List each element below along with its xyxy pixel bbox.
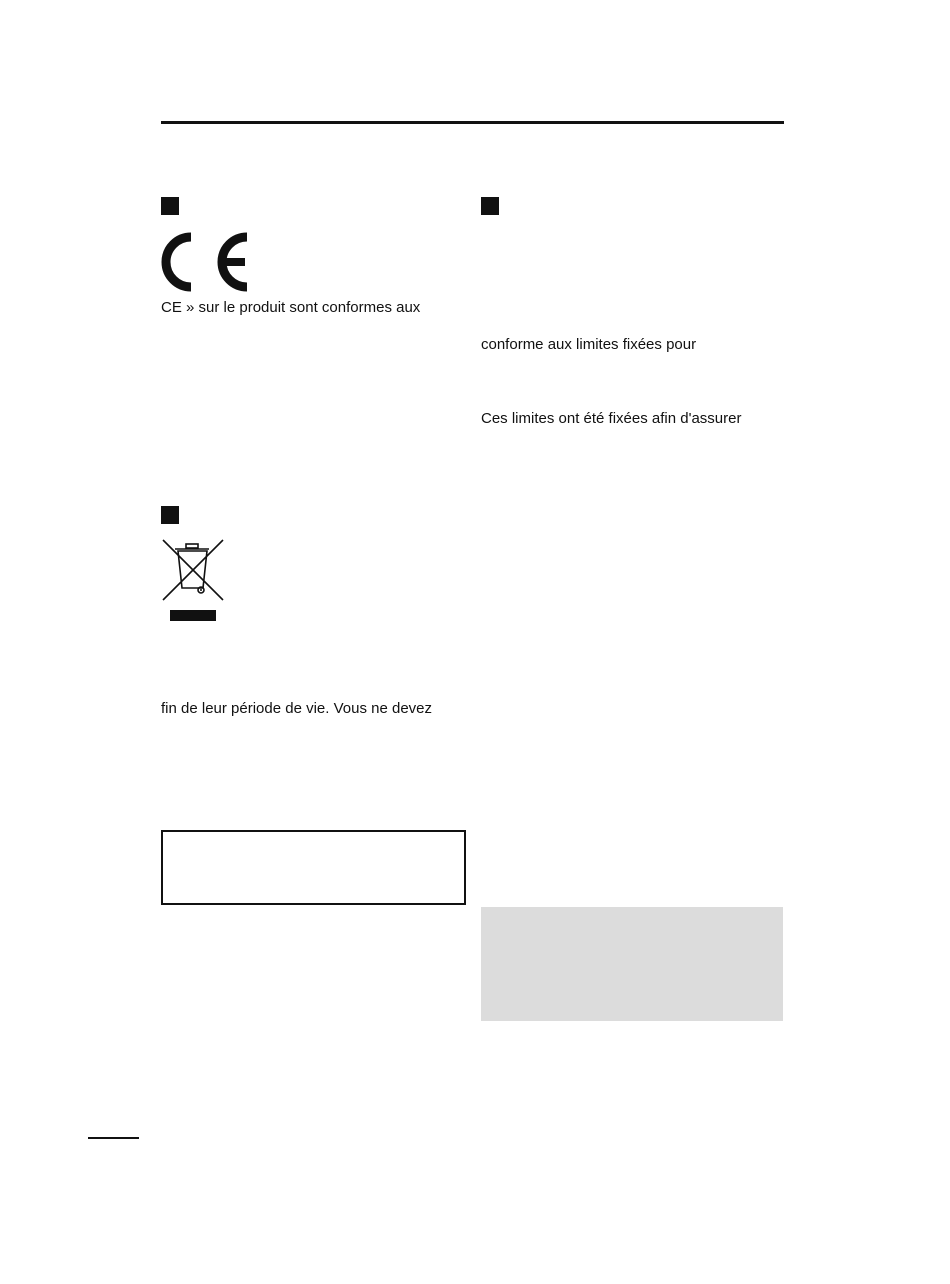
crossed-out-wheelie-bin-icon xyxy=(161,538,225,624)
ce-text-line: CE » sur le produit sont conformes aux xyxy=(161,299,421,316)
section-marker-ce xyxy=(161,197,179,215)
section-marker-weee xyxy=(161,506,179,524)
note-box xyxy=(161,830,466,905)
right-text-line-1: conforme aux limites fixées pour xyxy=(481,336,697,353)
header-rule xyxy=(161,121,784,124)
weee-text-line: fin de leur période de vie. Vous ne devez xyxy=(161,700,433,717)
right-text-line-2: Ces limites ont été fixées afin d'assurer xyxy=(481,410,742,427)
gray-info-panel xyxy=(481,907,783,1021)
ce-mark-icon xyxy=(161,230,251,294)
footer-rule xyxy=(88,1137,139,1139)
section-marker-right xyxy=(481,197,499,215)
